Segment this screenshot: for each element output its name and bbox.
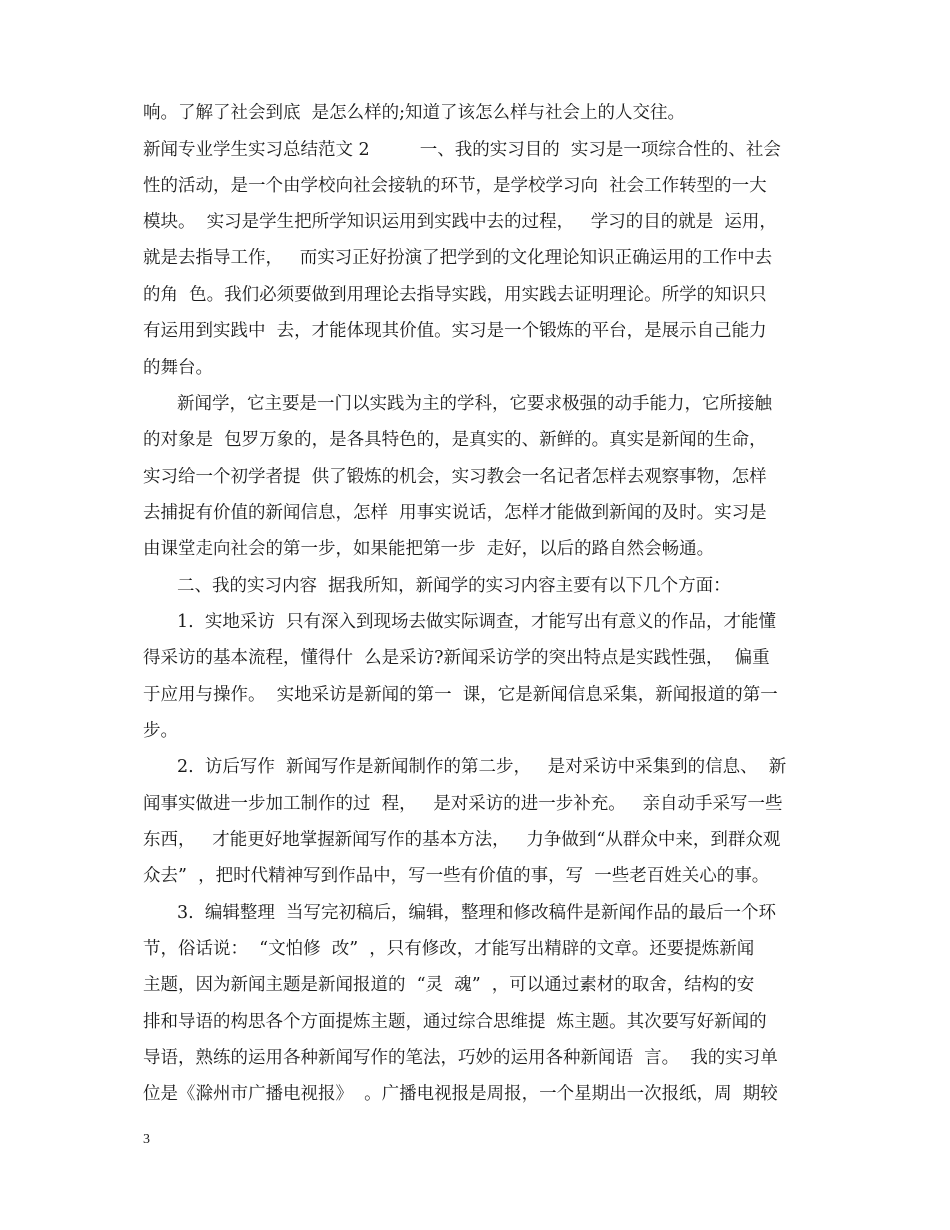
text-line: [0, 206, 950, 238]
text-line: [0, 860, 950, 892]
text-line: [0, 642, 950, 674]
text-line-content: 位是《滁州市广播电视报》 。广播电视报是周报，一个星期出一次报纸，周 期较: [143, 1084, 778, 1104]
text-line-content: 2. 访后写作 新闻写作是新闻制作的第二步， 是对采访中采集到的信息、 新: [177, 757, 787, 777]
text-line-content: 由课堂走向社会的第一步，如果能把第一步 走好，以后的路自然会畅通。: [143, 539, 715, 559]
text-line-content: 新闻学，它主要是一门以实践为主的学科，它要求极强的动手能力，它所接触: [177, 394, 772, 414]
text-line-content: 就是去指导工作， 而实习正好扮演了把学到的文化理论知识正确运用的工作中去: [143, 248, 773, 268]
text-line: [0, 533, 950, 565]
text-line-content: 二、我的实习内容 据我所知，新闻学的实习内容主要有以下几个方面：: [177, 576, 731, 596]
text-line: [0, 897, 950, 929]
text-line: [0, 170, 950, 202]
text-line: [0, 424, 950, 456]
text-line-content: 东西， 才能更好地掌握新闻写作的基本方法， 力争做到“从群众中来，到群众观: [143, 830, 781, 850]
text-line: [0, 969, 950, 1001]
text-line-content: 导语，熟练的运用各种新闻写作的笔法，巧妙的运用各种新闻语 言。 我的实习单: [143, 1048, 778, 1068]
text-line: [0, 388, 950, 420]
text-line: [0, 97, 950, 129]
text-line-content: 有运用到实践中 去，才能体现其价值。实习是一个锻炼的平台，是展示自己能力: [143, 321, 767, 341]
text-line: [0, 933, 950, 965]
text-line-content: 响。了解了社会到底 是怎么样的;知道了该怎么样与社会上的人交往。: [143, 103, 686, 123]
text-line-content: 3. 编辑整理 当写完初稿后，编辑，整理和修改稿件是新闻作品的最后一个环: [177, 903, 776, 923]
text-line-content: 得采访的基本流程，懂得什 么是采访?新闻采访学的突出特点是实践性强， 偏重: [143, 648, 770, 668]
text-line-content: 排和导语的构思各个方面提炼主题，通过综合思维提 炼主题。其次要写好新闻的: [143, 1012, 767, 1032]
text-line: [0, 1078, 950, 1110]
text-line: [0, 1042, 950, 1074]
text-line: [0, 461, 950, 493]
text-line: [0, 242, 950, 274]
text-line-content: 新闻专业学生实习总结范文 2 一、我的实习目的 实习是一项综合性的、社会: [143, 140, 781, 160]
text-line: [0, 1006, 950, 1038]
text-line-content: 的角 色。我们必须要做到用理论去指导实践，用实践去证明理论。所学的知识只: [143, 285, 767, 305]
text-line-content: 节，俗话说： “文怕修 改” ，只有修改，才能写出精辟的文章。还要提炼新闻: [143, 939, 755, 959]
text-line: [0, 606, 950, 638]
text-line-content: 的对象是 包罗万象的，是各具特色的，是真实的、新鲜的。真实是新闻的生命，: [143, 430, 767, 450]
text-line: [0, 751, 950, 783]
text-line-content: 闻事实做进一步加工制作的过 程， 是对采访的进一步补充。 亲自动手采写一些: [143, 794, 783, 814]
text-line-content: 模块。 实习是学生把所学知识运用到实践中去的过程， 学习的目的就是 运用，: [143, 212, 777, 232]
text-line: [0, 788, 950, 820]
text-line-content: 实习给一个初学者提 供了锻炼的机会，实习教会一名记者怎样去观察事物，怎样: [143, 467, 767, 487]
text-line-content: 主题，因为新闻主题是新闻报道的 “灵 魂” ，可以通过素材的取舍，结构的安: [143, 975, 755, 995]
text-line-content: 性的活动，是一个由学校向社会接轨的环节，是学校学习向 社会工作转型的一大: [143, 176, 767, 196]
text-line-content: 的舞台。: [143, 358, 213, 378]
text-line: [0, 134, 950, 166]
text-line-content: 步。: [143, 721, 178, 741]
text-line: [0, 679, 950, 711]
text-line: [0, 315, 950, 347]
text-line: [0, 570, 950, 602]
text-line: [0, 497, 950, 529]
text-line: [0, 824, 950, 856]
text-line-content: 1. 实地采访 只有深入到现场去做实际调查，才能写出有意义的作品，才能懂: [177, 612, 776, 632]
text-line: [0, 279, 950, 311]
text-line: [0, 352, 950, 384]
text-line-content: 众去” ，把时代精神写到作品中，写一些有价值的事，写 一些老百姓关心的事。: [143, 866, 770, 886]
text-line-content: 去捕捉有价值的新闻信息，怎样 用事实说话，怎样才能做到新闻的及时。实习是: [143, 503, 767, 523]
page-number: 3: [143, 1132, 150, 1147]
text-line-content: 于应用与操作。 实地采访是新闻的第一 课，它是新闻信息采集，新闻报道的第一: [143, 685, 778, 705]
text-line: [0, 715, 950, 747]
